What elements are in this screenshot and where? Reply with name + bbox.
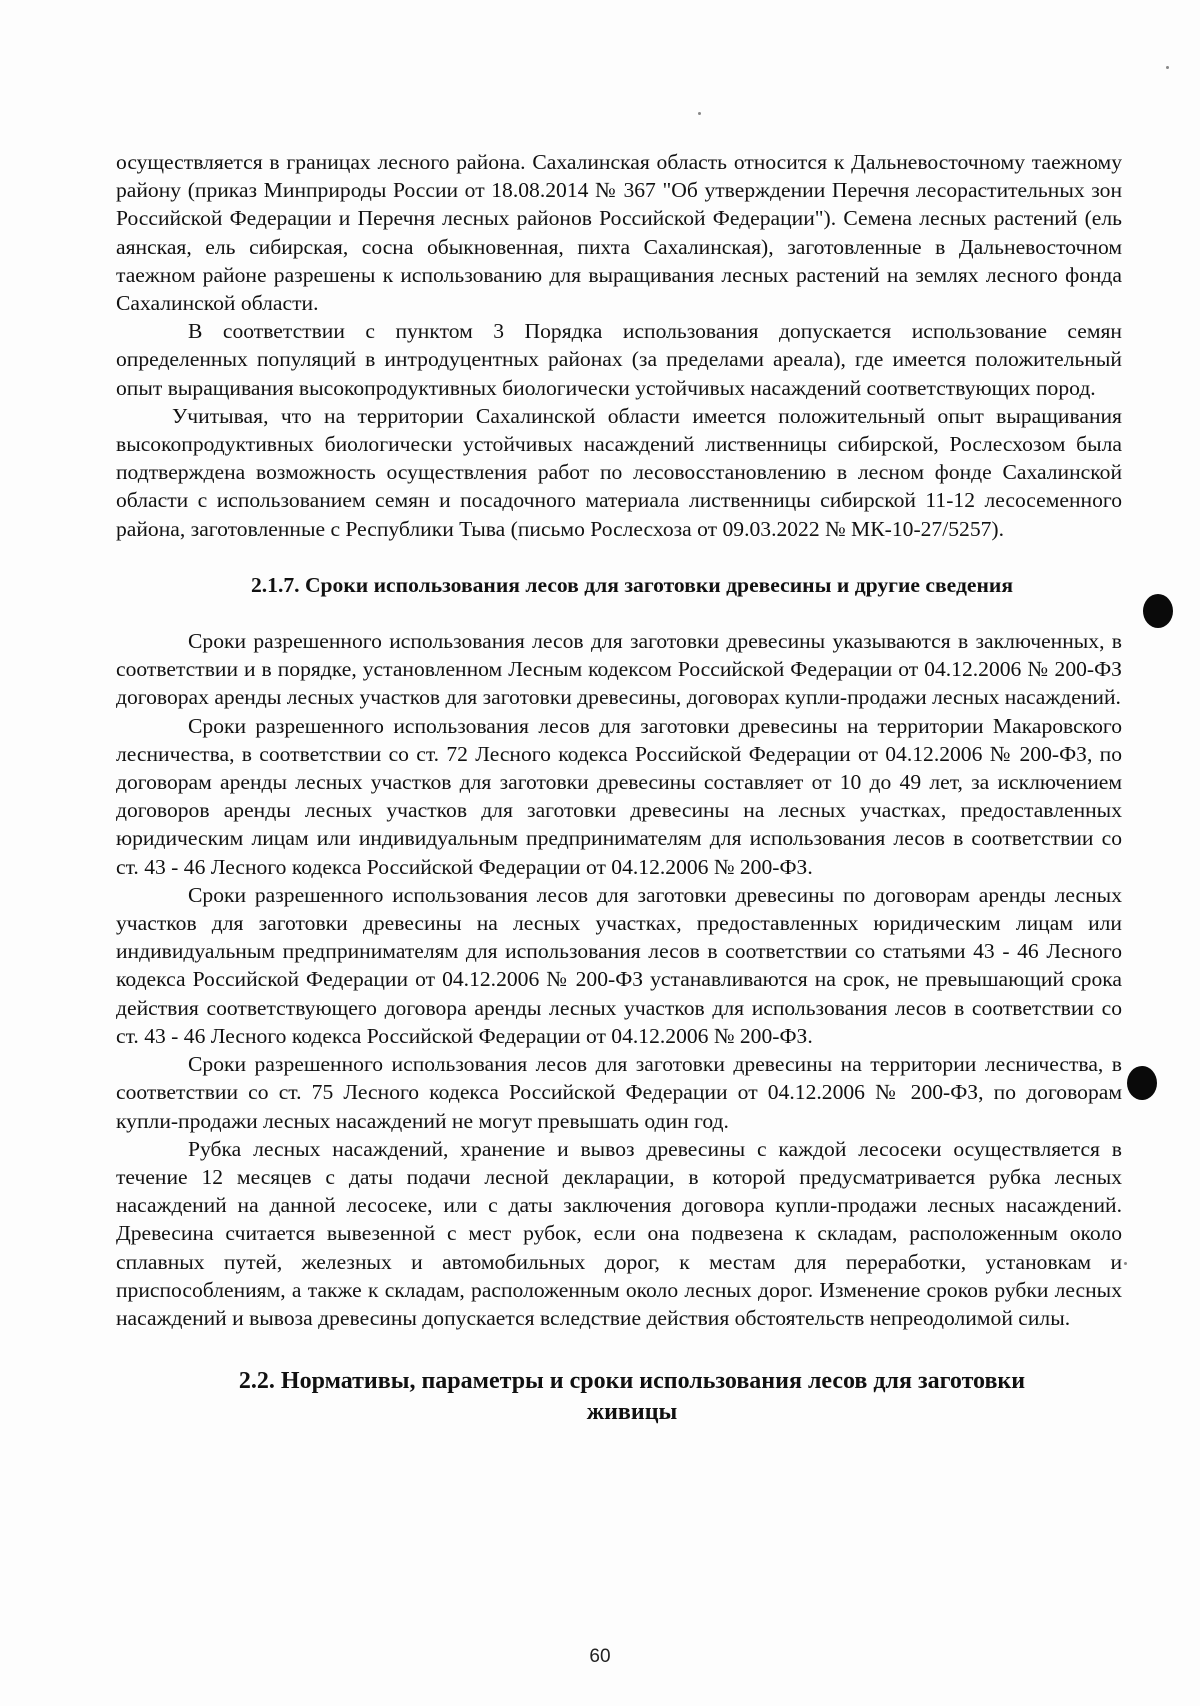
page-number: 60 <box>589 1646 611 1667</box>
section-heading-2-2-line1: 2.2. Нормативы, параметры и сроки использования лесов для заготовки <box>238 1368 1026 1395</box>
scan-speck <box>1166 66 1169 69</box>
paragraph: В соответствии с пунктом 3 Порядка использования допускается использование семян определенных популяций в интродуцентных районах (за пределами ареала), где имеется положительный опыт выращивания высокопродуктивных биологически устойчивых насаждений соответствующих пород. <box>116 319 1122 400</box>
section-heading-2-1-7: 2.1.7. Сроки использования лесов для заготовки древесины и другие сведения <box>250 572 1014 597</box>
paragraph: Учитывая, что на территории Сахалинской области имеется положительный опыт выращивания высокопродуктивных биологически устойчивых насаждений лиственницы сибирской, Рослесхозом была подтверждена возможность осуществления работ по лесовосстановлению в лесном фонде Сахалинской области с использованием семян и посадочного материала лиственницы сибирской 11-12 лесосеменного района, заготовленные с Республики Тыва (письмо Рослесхоза от 09.03.2022 № МК-10-27/5257). <box>116 403 1122 541</box>
paragraph-continuation: осуществляется в границах лесного района. Сахалинская область относится к Дальневосточному таежному району (приказ Минприроды России от 18.08.2014 № 367 "Об утверждении Перечня лесорастительных зон Российской Федерации и Перечня лесных районов Российской Федерации"). Семена лесных растений (ель аянская, ель сибирская, сосна обыкновенная, пихта Сахалинская), заготовленные в Дальневосточном таежном районе разрешены к использованию для выращивания лесных растений на землях лесного фонда Сахалинской области. <box>116 150 1122 316</box>
punch-hole-mark <box>1143 594 1173 628</box>
scan-speck <box>698 112 701 115</box>
paragraph: Рубка лесных насаждений, хранение и вывоз древесины с каждой лесосеки осуществляется в течение 12 месяцев с даты подачи лесной декларации, в которой предусматривается рубка лесных насаждений на данной лесосеке, или с даты заключения договора купли-продажи лесных насаждений. Древесина считается вывезенной с мест рубок, если она подвезена к складам, расположенным около сплавных путей, железных и автомобильных дорог, к местам для переработки, установкам и приспособлениям, а также к складам, расположенным около лесных дорог. Изменение сроков рубки лесных насаждений и вывоза древесины допускается вследствие действия обстоятельств непреодолимой силы. <box>116 1136 1122 1330</box>
paragraph: Сроки разрешенного использования лесов для заготовки древесины по договорам аренды лесных участков для заготовки древесины на лесных участках, предоставленных юридическим лицам или индивидуальным предпринимателям для использования лесов в соответствии со статьями 43 - 46 Лесного кодекса Российской Федерации от 04.12.2006 № 200-ФЗ устанавливаются на срок, не превышающий срока действия соответствующего договора аренды лесных участков для использования лесов в соответствии со ст. 43 - 46 Лесного кодекса Российской Федерации от 04.12.2006 № 200-ФЗ. <box>116 882 1122 1048</box>
paragraph: Сроки разрешенного использования лесов для заготовки древесины на территории Макаровского лесничества, в соответствии со ст. 72 Лесного кодекса Российской Федерации от 04.12.2006 № 200-ФЗ, по договорам аренды лесных участков для заготовки древесины составляет от 10 до 49 лет, за исключением договоров аренды лесных участков для заготовки древесины на лесных участках, предоставленных юридическим лицам или индивидуальным предпринимателям для использования лесов в соответствии со ст. 43 - 46 Лесного кодекса Российской Федерации от 04.12.2006 № 200-ФЗ. <box>116 713 1122 879</box>
section-heading-2-2 <box>116 1366 1122 1428</box>
paragraph: Сроки разрешенного использования лесов для заготовки древесины указываются в заключенных, в соответствии и в порядке, установленном Лесным кодексом Российской Федерации от 04.12.2006 № 200-ФЗ договорах аренды лесных участков для заготовки древесины, договорах купли-продажи лесных насаждений. <box>116 629 1122 710</box>
scan-speck <box>1124 1262 1127 1265</box>
document-body <box>116 148 1122 1428</box>
punch-hole-mark <box>1127 1066 1157 1100</box>
paragraph: Сроки разрешенного использования лесов для заготовки древесины на территории лесничества, в соответствии со ст. 75 Лесного кодекса Российской Федерации от 04.12.2006 № 200-ФЗ, по договорам купли-продажи лесных насаждений не могут превышать один год. <box>116 1052 1122 1133</box>
section-heading-2-2-line2: живицы <box>586 1399 678 1426</box>
